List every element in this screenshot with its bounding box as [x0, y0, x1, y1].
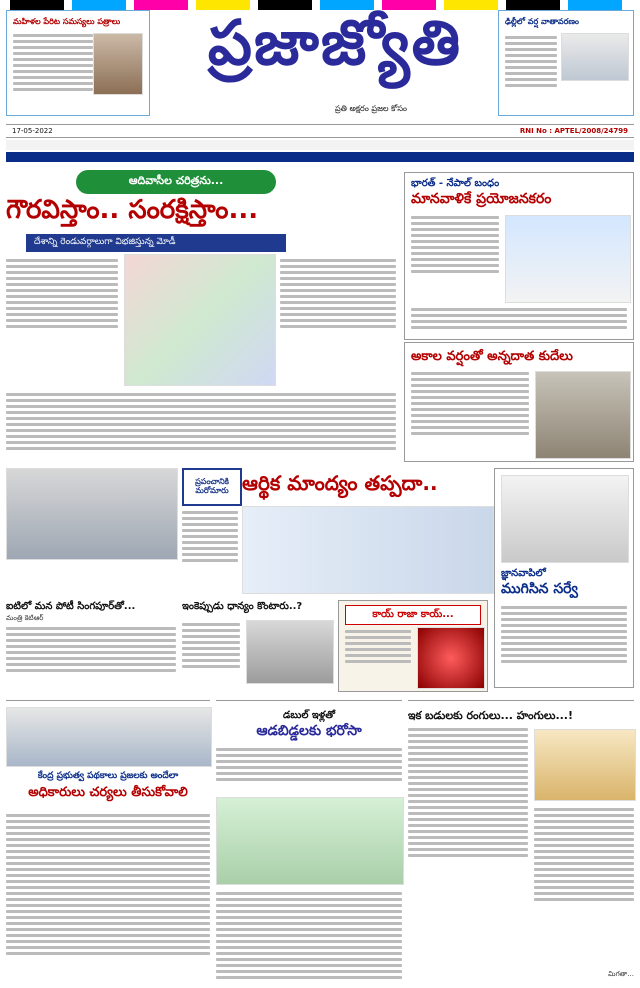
story-7-photo	[417, 627, 485, 689]
headline-1-photo	[124, 254, 276, 386]
story-8	[494, 468, 634, 688]
story-8-kicker: జ్ఞానవాపిలో	[501, 568, 546, 579]
story-11	[408, 700, 634, 981]
story-5	[6, 600, 176, 692]
date-strip	[6, 124, 634, 138]
masthead-tagline: ప్రతి అక్షరం ప్రజల కోసం	[334, 103, 407, 113]
logo-text: ప్రజాజ్యోతి	[207, 6, 463, 79]
left-box	[6, 10, 150, 116]
story-3-main: అకాల వర్షంతో అన్నదాత కుదేలు	[411, 349, 573, 364]
story-10-main: ఆడబిడ్డలకు భరోసా	[256, 723, 362, 739]
story-11-main: ఇక బడులకు రంగులు... హంగులు...!	[408, 709, 574, 722]
headline-1-main: గౌరవిస్తాం.. సంరక్షిస్తాం...	[6, 195, 259, 225]
story-6-main: ఇంకెప్పుడు ధాన్యం కొంటారు..?	[182, 601, 303, 612]
ticker	[6, 140, 634, 150]
story-7	[338, 600, 488, 692]
story-2-main: మానవాళికే ప్రయోజనకరం	[411, 191, 552, 207]
right-box-photo	[561, 33, 629, 81]
left-box-title: మహిళల పేరిట సమస్యలు పత్రాలు	[13, 17, 121, 26]
masthead	[0, 8, 640, 172]
right-box-title: ఢిల్లీలో వర్ష వాతావరణం	[505, 17, 579, 26]
story-9	[6, 700, 210, 981]
story-9-main: అధికారులు చర్యలు తీసుకోవాలి	[28, 785, 188, 800]
issue-date: 17-05-2022	[12, 127, 53, 135]
story-10-kicker: డబుల్ ఇళ్లతో	[282, 710, 336, 721]
story-6-photo	[246, 620, 334, 684]
headline-1	[6, 170, 396, 460]
story-2-kicker: భారత్ - నేపాల్ బంధం	[411, 178, 500, 189]
story-8-main: ముగిసిన సర్వే	[501, 581, 578, 597]
story-4-photo-left	[6, 468, 178, 560]
story-10	[216, 700, 402, 981]
story-9-kicker: కేంద్ర ప్రభుత్వ పథకాలు ప్రజలకు అందేలా	[37, 771, 179, 781]
story-3	[404, 342, 634, 462]
story-2	[404, 172, 634, 340]
left-box-photo	[93, 33, 143, 95]
story-9-photo	[6, 707, 212, 767]
rni-number: RNI No : APTEL/2008/24799	[519, 127, 628, 135]
headline-1-kicker: ఆదివాసీల చరిత్రను...	[76, 170, 276, 194]
story-3-photo	[535, 371, 631, 459]
story-5-note: మంత్రి కెటిఆర్	[6, 614, 44, 622]
story-6	[182, 600, 332, 692]
story-4-main: ఆర్థిక మాంద్యం తప్పదా..	[242, 470, 438, 495]
continued-marker: మిగతా...	[608, 970, 634, 978]
story-4-photo-center	[242, 506, 494, 594]
headline-1-subhead: దేశాన్ని రెండువర్గాలుగా విభజిస్తున్న మోడీ	[26, 234, 286, 252]
story-2-photo	[505, 215, 631, 303]
story-7-main: కాయ్ రాజా కాయ్...	[345, 605, 481, 625]
story-11-photo	[534, 729, 636, 801]
story-4-kicker: ప్రపంచానికి మరోమారు	[182, 468, 242, 506]
story-10-photo	[216, 797, 404, 885]
story-8-photo	[501, 475, 629, 563]
publisher-strip	[6, 152, 634, 162]
logo	[170, 5, 500, 95]
right-box	[498, 10, 634, 116]
story-5-main: ఐటిలో మన పోటీ సింగపూర్‌తో...	[6, 601, 136, 612]
